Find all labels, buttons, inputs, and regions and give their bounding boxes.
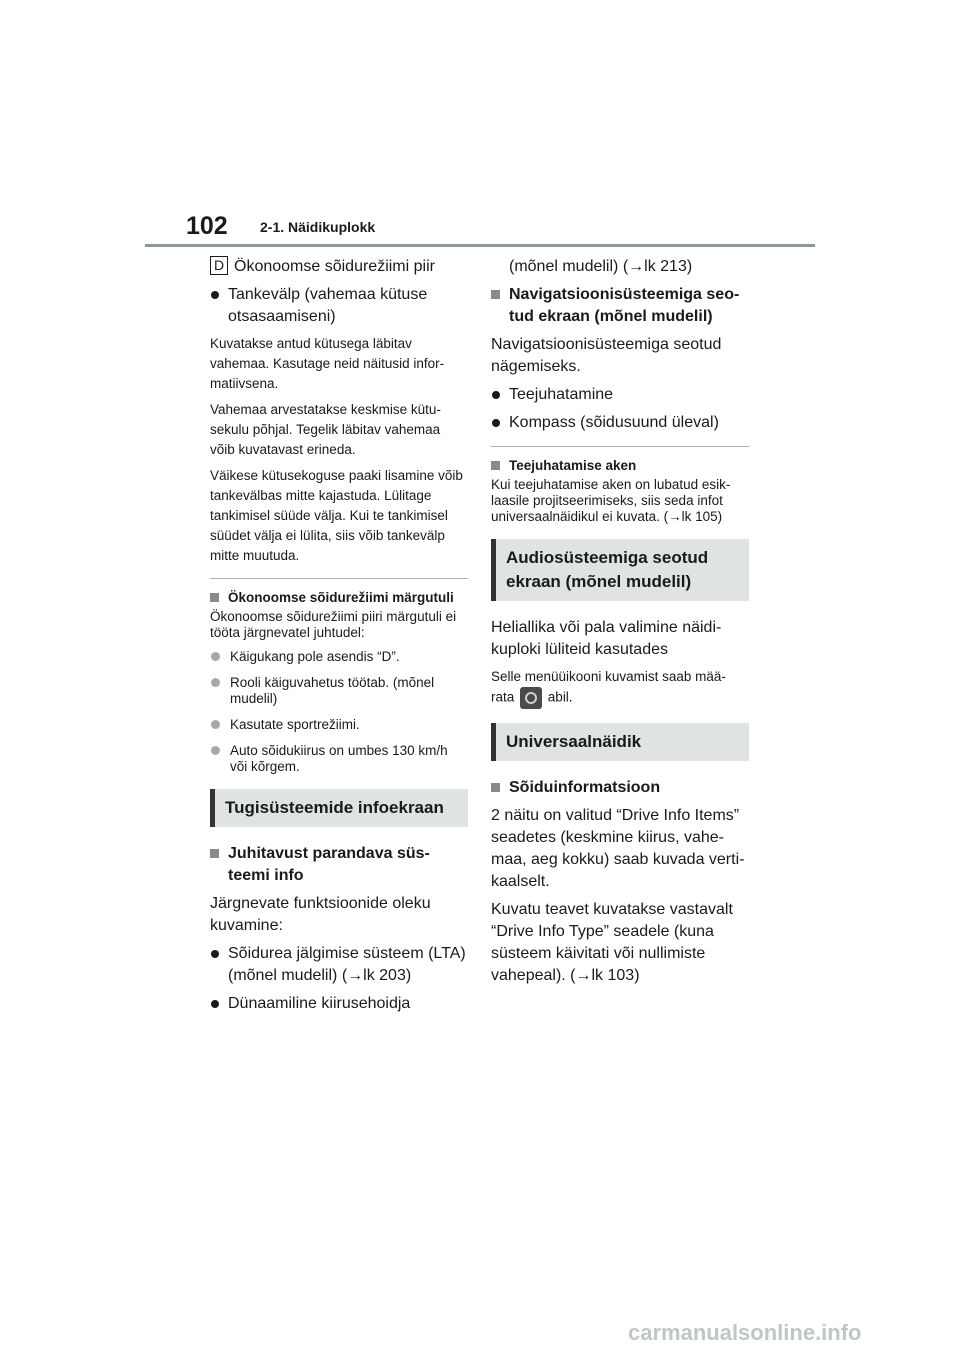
bullet-icon (492, 391, 500, 399)
square-bullet-icon (491, 783, 500, 792)
bullet-text: Sõidurea jälgimise süsteem (LTA) (mõnel mudelil) (→lk 203) (228, 945, 466, 984)
bullet-icon (211, 950, 219, 958)
paragraph-text: Selle menüüikooni kuvamist saab mää-rata (491, 669, 726, 705)
heading-text: Ökonoomse sõidurežiimi märgutuli (228, 590, 454, 605)
list-item (210, 943, 468, 987)
note-text: Kui teejuhatamise aken on lubatud esik-laasile projitseerimiseks, siis seda infot universaalnäidikul ei kuvata. (→lk 105) (491, 477, 731, 524)
square-bullet-icon (210, 593, 219, 602)
section-divider (210, 578, 468, 579)
bullet-text: Kompass (sõidusuund üleval) (509, 414, 719, 431)
subsection-heading (491, 777, 749, 799)
heading-text: Sõiduinformatsioon (509, 779, 661, 796)
gear-icon (520, 687, 542, 709)
paragraph: Kuvatakse antud kütusega läbitav vahemaa. Kasutage neid näitusid infor-matiivsena. (210, 336, 445, 391)
square-bullet-icon (491, 290, 500, 299)
subsection-heading (210, 589, 468, 607)
bullet-text: Rooli käiguvahetus töötab. (mõnel mudelil) (230, 675, 435, 706)
watermark: carmanualsonline.info (628, 1320, 862, 1345)
paragraph: Kuvatu teavet kuvatakse vastavalt “Drive Info Type” seadele (kuna süsteem käivitati või nullimiste vahepeal). (→lk 103) (491, 901, 733, 984)
bullet-icon (211, 652, 220, 661)
list-item (491, 412, 749, 434)
list-item (210, 675, 468, 707)
bullet-icon (211, 291, 219, 299)
heading-text: Navigatsioonisüsteemiga seo-tud ekraan (mõnel mudelil) (509, 286, 740, 325)
paragraph-text: abil. (547, 689, 573, 705)
bullet-icon (211, 1000, 219, 1008)
list-item (491, 384, 749, 406)
list-item (210, 717, 468, 733)
subsection-heading (491, 284, 749, 328)
bullet-text: Teejuhatamine (509, 386, 614, 403)
bullet-icon (211, 746, 220, 755)
square-bullet-icon (491, 461, 500, 470)
chapter-title: 2-1. Näidikuplokk (260, 219, 376, 235)
right-column (491, 256, 749, 993)
list-item (210, 743, 468, 775)
paragraph: Navigatsioonisüsteemiga seotud nägemiseks. (491, 336, 722, 375)
page-number: 102 (186, 212, 228, 240)
bullet-icon (211, 678, 220, 687)
subsection-heading (491, 457, 749, 475)
list-item (210, 993, 468, 1015)
section-divider (491, 446, 749, 447)
list-item (210, 649, 468, 665)
paragraph: Vahemaa arvestatakse keskmise kütu-sekulu põhjal. Tegelik läbitav vahemaa võib kuvatavast erineda. (210, 402, 441, 457)
paragraph: Järgnevate funktsioonide oleku kuvamine: (210, 895, 431, 934)
section-title-box: Audiosüsteemiga seotud ekraan (mõnel mudelil) (491, 539, 749, 601)
paragraph: Heliallika või pala valimine näidi-kuploki lüliteid kasutades (491, 619, 722, 658)
bullet-text: Dünaamiline kiirusehoidja (228, 995, 411, 1012)
bullet-text: Kasutate sportrežiimi. (230, 717, 360, 732)
bullet-text: Käigukang pole asendis “D”. (230, 649, 400, 664)
heading-text: Teejuhatamise aken (509, 458, 637, 473)
bullet-text: Auto sõidukiirus on umbes 130 km/h või kõrgem. (230, 743, 448, 774)
bullet-icon (492, 419, 500, 427)
square-bullet-icon (210, 849, 219, 858)
item-d-badge: D (210, 256, 228, 275)
heading-text: Juhitavust parandava süs-teemi info (228, 845, 430, 884)
section-title-box: Tugisüsteemide infoekraan (210, 789, 468, 827)
section-title-box: Universaalnäidik (491, 723, 749, 761)
left-column (210, 256, 468, 1021)
paragraph: (mõnel mudelil) (→lk 213) (509, 258, 693, 275)
item-d (210, 256, 468, 278)
subsection-heading (210, 843, 468, 887)
header-divider (145, 244, 815, 247)
paragraph (491, 667, 749, 709)
paragraph: Väikese kütusekoguse paaki lisamine võib tankevälbas mitte kajastuda. Lülitage tankimisel süüde välja. Kui te tankimisel süüdet välja ei lülita, siis võib tankevälp mitte muutuda. (210, 468, 463, 563)
paragraph: 2 näitu on valitud “Drive Info Items” seadetes (keskmine kiirus, vahe-maa, aeg kokku) saab kuvada verti-kaalselt. (491, 807, 745, 890)
bullet-icon (211, 720, 220, 729)
list-item (210, 284, 468, 328)
item-d-text: Ökonoomse sõidurežiimi piir (234, 258, 435, 275)
bullet-text: Tankevälp (vahemaa kütuse otsasaamiseni) (228, 286, 428, 325)
note-text: Ökonoomse sõidurežiimi piiri märgutuli ei tööta järgnevatel juhtudel: (210, 609, 457, 640)
